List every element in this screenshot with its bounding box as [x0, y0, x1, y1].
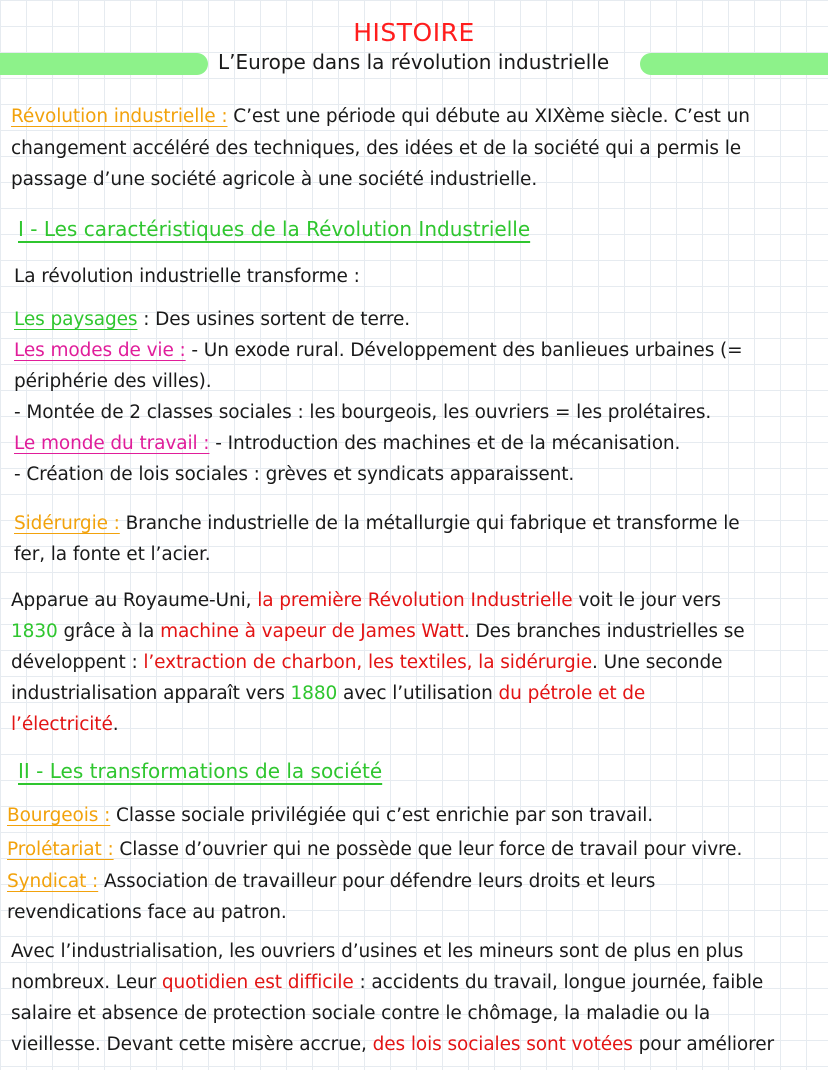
- modes-de-vie-line-1: Les modes de vie : - Un exode rural. Développement des banlieues urbaines (=: [14, 340, 743, 361]
- term-siderurgie: Sidérurgie :: [14, 513, 120, 534]
- title-highlight-left: [0, 53, 208, 75]
- definition-text: C’est une période qui débute au XIXème siècle. C’est un: [227, 106, 750, 127]
- term-monde-du-travail: Le monde du travail :: [14, 433, 210, 454]
- paragraph-line-3: développent : l’extraction de charbon, les textiles, la sidérurgie. Une seconde: [11, 652, 723, 673]
- title-highlight-right: [640, 53, 828, 75]
- definition-line-2: changement accéléré des techniques, des idées et de la société qui a permis le: [11, 138, 742, 159]
- section-1-heading: I - Les caractéristiques de la Révolution Industrielle: [18, 217, 531, 241]
- term-proletariat: Prolétariat :: [7, 839, 114, 860]
- closing-line-4: vieillesse. Devant cette misère accrue, des lois sociales sont votées pour améliorer: [11, 1034, 775, 1055]
- paragraph-line-1: Apparue au Royaume-Uni, la première Révolution Industrielle voit le jour vers: [11, 590, 721, 611]
- closing-line-1: Avec l’industrialisation, les ouvriers d’usines et les mineurs sont de plus en plus: [11, 941, 744, 962]
- siderurgie-line-1: Sidérurgie : Branche industrielle de la métallurgie qui fabrique et transforme le: [14, 513, 740, 534]
- term-modes-de-vie: Les modes de vie :: [14, 340, 186, 361]
- siderurgie-line-2: fer, la fonte et l’acier.: [14, 544, 211, 565]
- definition-line-1: [11, 106, 750, 127]
- paragraph-line-4: industrialisation apparaît vers 1880 avec l’utilisation du pétrole et de: [11, 683, 646, 704]
- proletariat-line: Prolétariat : Classe d’ouvrier qui ne possède que leur force de travail pour vivre.: [7, 839, 743, 860]
- bourgeois-line: Bourgeois : Classe sociale privilégiée qui c’est enrichie par son travail.: [7, 805, 654, 826]
- modes-de-vie-line-2: périphérie des villes).: [14, 371, 212, 392]
- section-2-heading: II - Les transformations de la société: [18, 759, 383, 783]
- section-1-intro: La révolution industrielle transforme :: [14, 266, 360, 287]
- page-subtitle: L’Europe dans la révolution industrielle: [218, 50, 610, 74]
- term-syndicat: Syndicat :: [7, 871, 99, 892]
- syndicat-line-1: Syndicat : Association de travailleur pour défendre leurs droits et leurs: [7, 871, 656, 892]
- term-bourgeois: Bourgeois :: [7, 805, 111, 826]
- page-title: HISTOIRE: [353, 18, 475, 47]
- paysages-line: Les paysages : Des usines sortent de terre.: [14, 309, 411, 330]
- modes-de-vie-line-3: - Montée de 2 classes sociales : les bourgeois, les ouvriers = les prolétaires.: [14, 402, 712, 423]
- syndicat-line-2: revendications face au patron.: [7, 902, 287, 923]
- monde-du-travail-line-2: - Création de lois sociales : grèves et syndicats apparaissent.: [14, 464, 575, 485]
- closing-line-3: salaire et absence de protection sociale contre le chômage, la maladie ou la: [11, 1003, 711, 1024]
- term-paysages: Les paysages: [14, 309, 138, 330]
- definition-line-3: passage d’une société agricole à une société industrielle.: [11, 169, 538, 190]
- closing-line-2: nombreux. Leur quotidien est difficile : accidents du travail, longue journée, faible: [11, 972, 764, 993]
- paragraph-line-5: l’électricité.: [11, 714, 119, 735]
- term-revolution-industrielle: Révolution industrielle :: [11, 106, 228, 127]
- paragraph-line-2: 1830 grâce à la machine à vapeur de James Watt. Des branches industrielles se: [11, 621, 745, 642]
- monde-du-travail-line-1: Le monde du travail : - Introduction des machines et de la mécanisation.: [14, 433, 681, 454]
